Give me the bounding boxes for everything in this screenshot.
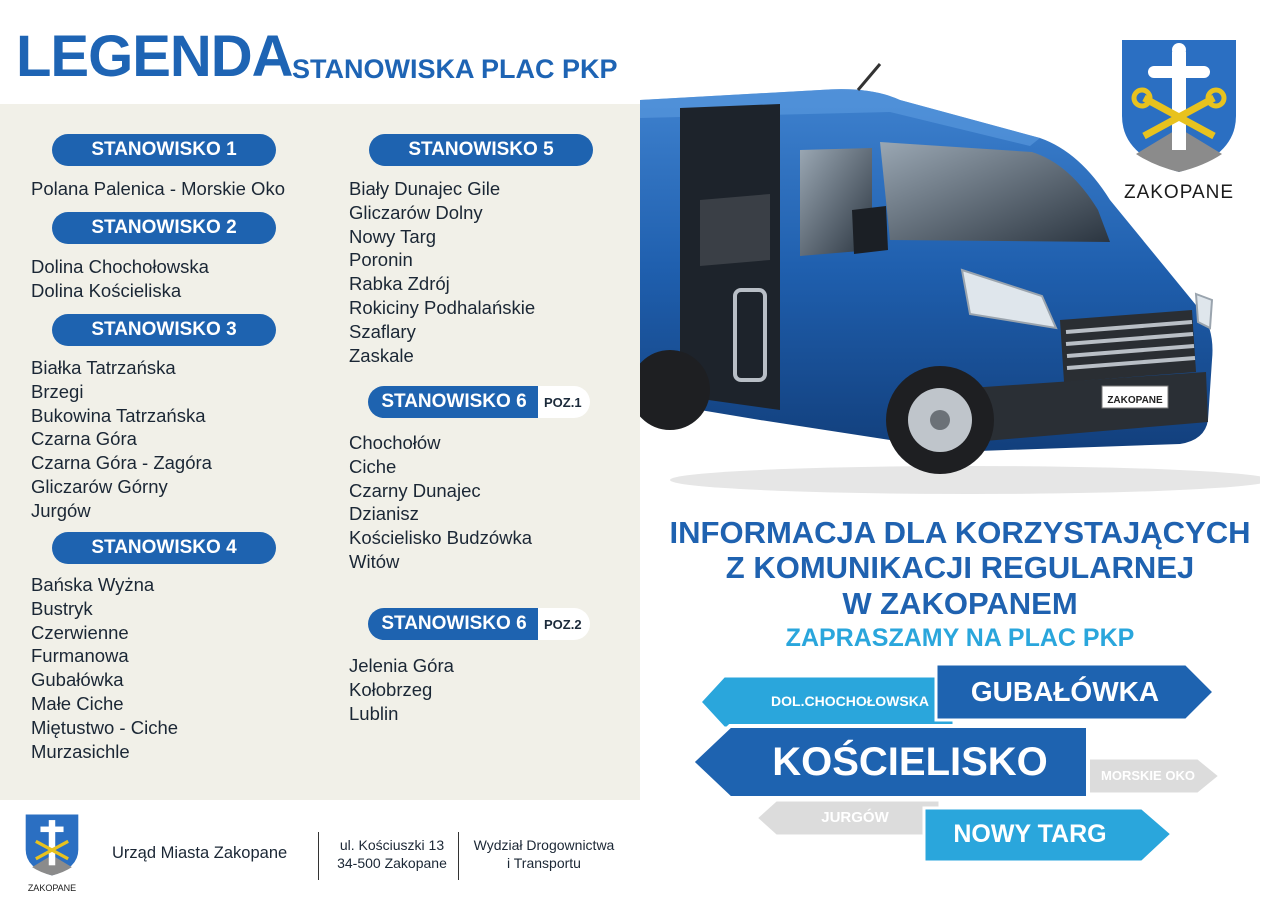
footer-address-line2: 34-500 Zakopane: [337, 855, 447, 871]
station-3-list: [31, 356, 212, 523]
list-item: Dolina Kościeliska: [31, 279, 182, 301]
list-item: Ciche: [349, 455, 397, 477]
sign-nowy-targ: NOWY TARG: [953, 820, 1107, 848]
list-item: Nowy Targ: [349, 225, 437, 247]
footer-department: [462, 836, 626, 872]
list-item: Szaflary: [349, 320, 416, 342]
list-item: Miętustwo - Ciche: [31, 716, 179, 738]
list-item: Gubałówka: [31, 669, 124, 691]
station-6-pos1-list: [349, 431, 532, 574]
info-line-3: W ZAKOPANEM: [842, 586, 1078, 621]
footer-dept-line2: i Transportu: [507, 855, 581, 871]
list-item: Rokiciny Podhalańskie: [349, 296, 536, 318]
list-item: Jurgów: [31, 499, 91, 521]
station-4-list: [31, 573, 178, 763]
list-item: Dzianisz: [349, 503, 419, 525]
station-2-badge: STANOWISKO 2: [52, 212, 276, 244]
info-invite: ZAPRASZAMY NA PLAC PKP: [785, 624, 1135, 652]
station-6-pos2-badge: STANOWISKO 6: [368, 608, 540, 640]
sign-jurgow: JURGÓW: [821, 809, 889, 826]
list-item: Bukowina Tatrzańska: [31, 404, 206, 426]
footer-divider: [458, 832, 459, 880]
list-item: Poronin: [349, 249, 413, 271]
list-item: Czarna Góra - Zagóra: [31, 452, 212, 474]
footer-dept-line1: Wydział Drogownictwa: [473, 837, 615, 853]
station-6-pos1-badge: STANOWISKO 6: [368, 386, 540, 418]
list-item: Lublin: [349, 702, 399, 724]
sign-gubalowka: GUBAŁÓWKA: [970, 676, 1160, 707]
list-item: Małe Ciche: [31, 692, 124, 714]
station-3-badge: STANOWISKO 3: [52, 314, 276, 346]
position-2-badge: POZ.2: [538, 608, 590, 640]
footer-address: [326, 836, 458, 872]
footer-divider: [318, 832, 319, 880]
station-6-pos2-list: [349, 654, 454, 725]
sign-morskie-oko: MORSKIE OKO: [1101, 768, 1195, 783]
station-4-badge: STANOWISKO 4: [52, 532, 276, 564]
station-2-list: [31, 255, 209, 303]
info-line-1: INFORMACJA DLA KORZYSTAJĄCYCH: [669, 515, 1251, 550]
coat-of-arms-icon: [1114, 36, 1244, 176]
list-item: Białka Tatrzańska: [31, 357, 176, 378]
footer-crest-label: ZAKOPANE: [27, 883, 77, 893]
footer-address-line1: ul. Kościuszki 13: [339, 837, 445, 853]
info-line-2: Z KOMUNIKACJI REGULARNEJ: [725, 550, 1195, 585]
list-item: Brzegi: [31, 380, 84, 402]
direction-signs: [680, 660, 1240, 870]
list-item: Chochołów: [349, 432, 441, 453]
list-item: Czerwienne: [31, 621, 129, 643]
station-5-list: [349, 177, 535, 367]
list-item: Zaskale: [349, 344, 414, 366]
footer-office: Urząd Miasta Zakopane: [112, 844, 288, 862]
list-item: Gliczarów Górny: [31, 475, 168, 497]
list-item: Dolina Chochołowska: [31, 256, 209, 277]
van-plate: ZAKOPANE: [1107, 394, 1163, 406]
sign-dol-chocholowska: DOL.CHOCHOŁOWSKA: [771, 693, 929, 709]
footer-crest: [22, 812, 82, 892]
list-item: Biały Dunajec Gile: [349, 178, 501, 199]
list-item: Rabka Zdrój: [349, 273, 450, 295]
station-1-badge: STANOWISKO 1: [52, 134, 276, 166]
list-item: Kołobrzeg: [349, 678, 433, 700]
list-item: Bańska Wyżna: [31, 574, 155, 595]
zakopane-crest: [1114, 36, 1244, 206]
list-item: Witów: [349, 550, 400, 572]
list-item: Jelenia Góra: [349, 655, 454, 676]
footer-coat-of-arms-icon: [22, 812, 82, 878]
station-5-badge: STANOWISKO 5: [369, 134, 593, 166]
list-item: Czarna Góra: [31, 428, 137, 450]
list-item: Furmanowa: [31, 645, 129, 667]
list-item: Gliczarów Dolny: [349, 201, 483, 223]
sign-koscielisko: KOŚCIELISKO: [772, 740, 1048, 784]
list-item: Bustryk: [31, 597, 93, 619]
page-title: LEGENDA: [16, 24, 293, 89]
position-1-badge: POZ.1: [538, 386, 590, 418]
crest-label: ZAKOPANE: [1123, 182, 1235, 203]
station-1-list: [31, 177, 285, 201]
list-item: Czarny Dunajec: [349, 479, 481, 501]
list-item: Murzasichle: [31, 740, 130, 762]
list-item: Kościelisko Budzówka: [349, 527, 533, 549]
list-item: Polana Palenica - Morskie Oko: [31, 178, 285, 199]
page-subtitle: STANOWISKA PLAC PKP: [292, 54, 618, 84]
